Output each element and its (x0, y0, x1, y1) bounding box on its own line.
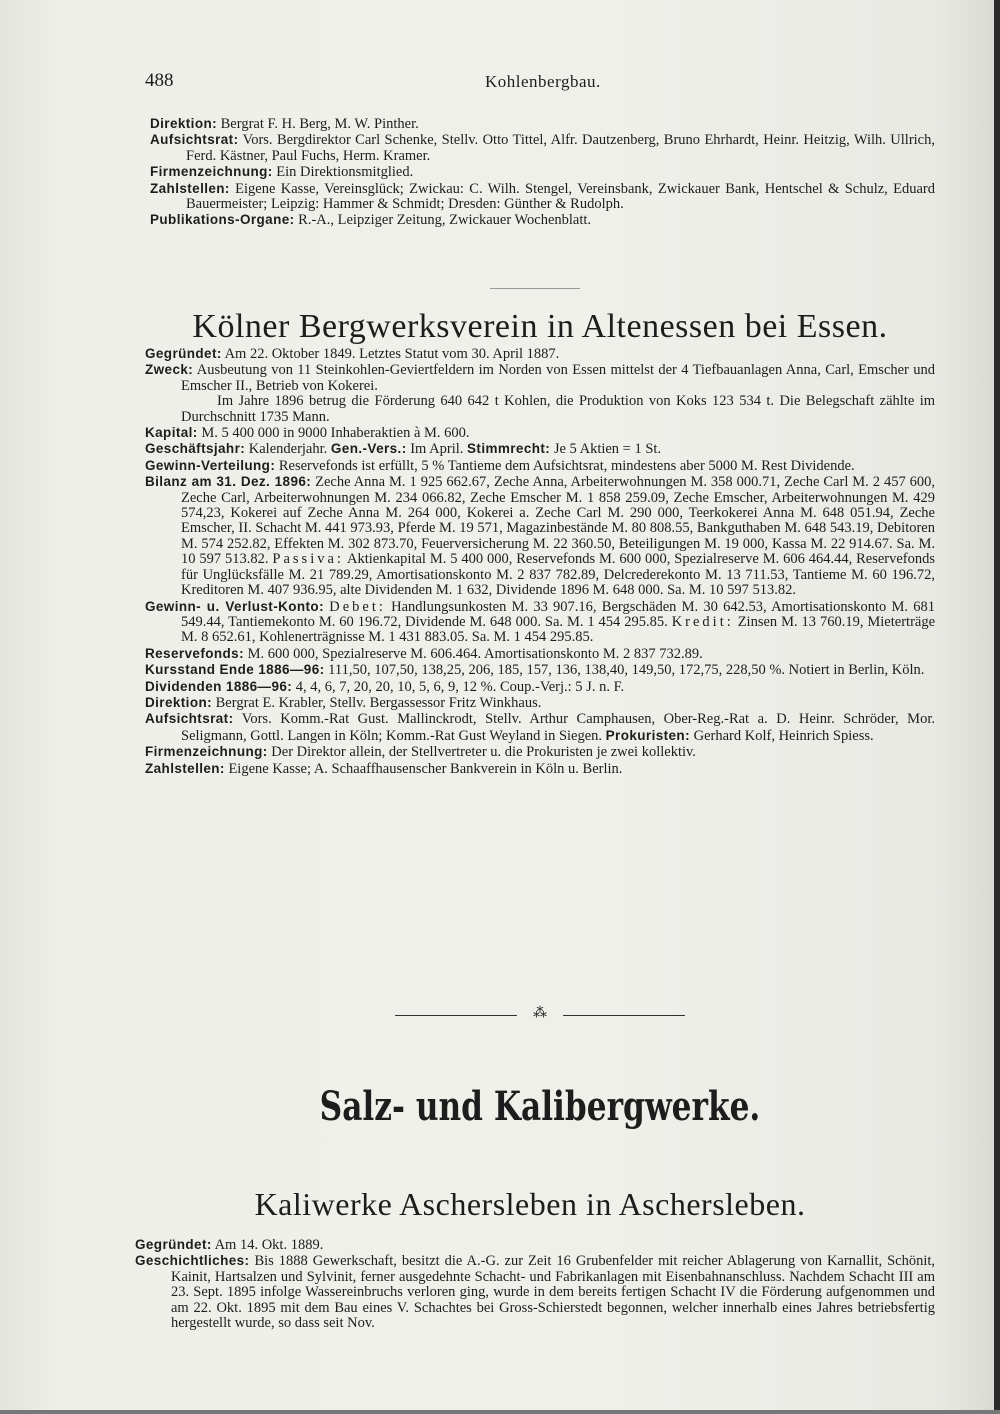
field-text: 111,50, 107,50, 138,25, 206, 185, 157, 136, 138,40, 149,50, 172,75, 228,50 %. Notiert in Berlin, Köln. (328, 662, 925, 679)
company-title: Kaliwerke Aschersleben in Aschersleben. (254, 1186, 806, 1222)
ornament-line-left (395, 1015, 517, 1016)
entry1-firmenzeichnung (150, 164, 935, 180)
field-label: Geschäftsjahr: (145, 441, 246, 457)
field-label: Direktion: (145, 694, 213, 710)
field-label: Zahlstellen: (150, 180, 230, 196)
entry-continued (150, 116, 935, 229)
field-label: Prokuristen: (605, 727, 690, 743)
field-label: Kapital: (145, 425, 198, 441)
field-text: Vors. Komm.-Rat Gust. Mallinckrodt, Stellv. Arthur Camphausen, Ober-Reg.-Rat a. D. Heinr. Schröder, Mor. Seligmann, Gottl. Langen in Köln; Komm.-Rat Gust Weyland in Siegen. (181, 711, 935, 744)
entry2-dividenden (145, 679, 935, 695)
field-text: Reservefonds ist erfüllt, 5 % Tantieme dem Aufsichtsrat, mindestens aber 5000 M. Rest Dividende. (278, 457, 855, 474)
field-label: Debet: (329, 598, 386, 615)
field-text: Im April. (410, 441, 464, 458)
field-text: M. 5 400 000 in 9000 Inhaberaktien à M. 600. (201, 425, 470, 442)
field-label: Bilanz am 31. Dez. 1896: (145, 474, 312, 490)
field-text: Ausbeutung von 11 Steinkohlen-Geviertfeldern im Norden von Essen mittelst der 4 Tiefbauanlagen Anna, Carl, Emscher und Emscher II., Betrieb von Kokerei. (181, 362, 936, 394)
ornament-line-right (563, 1015, 685, 1016)
field-label: Passiva: (272, 551, 344, 568)
field-text: Eigene Kasse, Vereinsglück; Zwickau: C. Wilh. Stengel, Vereinsbank, Zwickauer Bank, Hentschel & Schulz, Eduard Bauermeister; Leipzig: Hammer & Schmidt; Dresden: Günther & Rudolph. (186, 180, 936, 213)
field-text: 4, 4, 6, 7, 20, 20, 10, 5, 6, 9, 12 %. Coup.-Verj.: 5 J. n. F. (295, 678, 625, 695)
field-label: Firmenzeichnung: (145, 744, 268, 760)
entry2-kursstand (145, 662, 935, 678)
entry2-aufsichtsrat (145, 711, 935, 744)
entry-koelner-bergwerksverein (145, 346, 935, 777)
entry2-zweck (145, 362, 935, 394)
separator-rule (490, 288, 580, 289)
field-label: Aufsichtsrat: (145, 711, 234, 727)
entry2-gewinn-verlust-konto (145, 599, 935, 646)
entry2-gewinn-verteilung (145, 458, 935, 474)
field-label: Gewinn-Verteilung: (145, 457, 276, 473)
field-text: Bis 1888 Gewerkschaft, besitzt die A.-G. zur Zeit 16 Grubenfelder mit reicher Ablagerung von Karnallit, Schönit, Kainit, Hartsalzen und Sylvinit, ferner ausgedehnte Schacht- und Fabrikanlagen mit Eisenbahnanschluss. Nachdem Schacht III am 23. Sept. 1895 infolge Wassereinbruchs verloren ging, wurde in dem bereits fertigen Schacht IV die Förderung aufgenommen und am 22. Okt. 1895 mit dem Bau eines V. Schachtes bei Gross-Schierstedt begonnen, welcher innerhalb eines Jahres betriebsfertig hergestellt wurde, so dass seit Nov. (171, 1253, 936, 1332)
field-text: Kalenderjahr. (248, 441, 328, 458)
entry2-foerderung: Im Jahre 1896 betrug die Förderung 640 642 t Kohlen, die Produktion von Koks 123 534 t. Die Belegschaft zählte im Durchschnitt 1735 Mann. (181, 393, 935, 425)
field-text: Am 22. Oktober 1849. Letztes Statut vom 30. April 1887. (224, 346, 560, 362)
entry3-gegruendet (135, 1237, 935, 1253)
company-title: Kölner Bergwerksverein in Altenessen bei Essen. (192, 308, 888, 345)
field-label: Dividenden 1886—96: (145, 678, 293, 694)
scan-edge-bottom (0, 1410, 1000, 1414)
field-label: Publikations-Organe: (150, 212, 295, 228)
field-label: Gen.-Vers.: (330, 441, 407, 457)
entry2-firmenzeichnung (145, 744, 935, 760)
field-text: R.-A., Leipziger Zeitung, Zwickauer Wochenblatt. (298, 212, 592, 229)
field-label: Kredit: (671, 613, 734, 630)
page-number: 488 (145, 70, 174, 91)
field-text: Gerhard Kolf, Heinrich Spiess. (693, 727, 874, 744)
field-label: Geschichtliches: (135, 1253, 250, 1269)
field-text: M. 600 000, Spezialreserve M. 606.464. Amortisationskonto M. 2 837 732.89. (247, 645, 703, 662)
entry2-gegruendet (145, 346, 935, 362)
entry-kaliwerke-aschersleben (135, 1237, 935, 1331)
field-text: Bergrat F. H. Berg, M. W. Pinther. (220, 116, 419, 132)
field-text: Ein Direktionsmitglied. (276, 164, 414, 181)
field-label: Gegründet: (135, 1237, 212, 1252)
field-label: Aufsichtsrat: (150, 132, 239, 148)
field-text: Aktienkapital M. 5 400 000, Reservefonds M. 600 000, Spezialreserve M. 606 464.44, Reservefonds für Unglücksfälle M. 21 789.29, Amortisationskonto M. 2 837 782.89, Delcrederekonto M. 13 711.53, Tantieme M. 60 196.72, Kreditoren M. 407 936.95, alte Dividenden M. 1 632, Dividende 1896 M. 648 000. Sa. M. 10 597 513.82. (181, 551, 936, 599)
field-text: Zinsen M. 13 760.19, Mieterträge M. 8 652.61, Kohlenerträgnisse M. 1 431 883.05. Sa. M. 1 454 295.85. (181, 613, 936, 646)
entry2-direktion (145, 695, 935, 711)
entry1-direktion (150, 116, 935, 132)
entry3-geschichtliches (135, 1253, 935, 1331)
running-title: Kohlenbergbau. (485, 72, 601, 91)
field-label: Zweck: (145, 362, 194, 378)
entry2-bilanz (145, 474, 935, 598)
field-label: Kursstand Ende 1886—96: (145, 662, 325, 678)
field-label: Direktion: (150, 116, 218, 131)
field-text: Eigene Kasse; A. Schaaffhausenscher Bankverein in Köln u. Berlin. (228, 760, 623, 777)
entry1-aufsichtsrat (150, 132, 935, 164)
entry2-geschaeftsjahr (145, 441, 935, 457)
field-text: Am 14. Okt. 1889. (214, 1237, 324, 1253)
field-label: Gegründet: (145, 346, 222, 361)
entry1-publikations-organe (150, 212, 935, 228)
field-text: Der Direktor allein, der Stellvertreter u. die Prokuristen je zwei kollektiv. (271, 744, 696, 761)
field-text: Je 5 Aktien = 1 St. (553, 441, 662, 458)
running-head (145, 70, 935, 94)
field-label: Zahlstellen: (145, 760, 225, 776)
field-label: Firmenzeichnung: (150, 164, 273, 180)
field-text: Zeche Anna M. 1 925 662.67, Zeche Anna, Arbeiterwohnungen M. 358 000.71, Zeche Carl M. 2 457 600, Zeche Carl, Arbeiterwohnungen M. 234 066.82, Zeche Emscher M. 1 858 259.09, Zeche Emscher, Arbeiterwohnungen M. 429 574,23, Kokerei auf Zeche Anna M. 264 000, Kokerei a. Zeche Carl M. 290 000, Teerkokerei Anna M. 648 051.94, Zeche Emscher, II. Schacht M. 441 973.93, Pferde M. 19 571, Magazinbestände M. 80 808.55, Bankguthaben M. 648 543.19, Debitoren M. 574 252.82, Effekten M. 302 873.70, Feuerversicherung M. 22 360.50, Beteiligungen M. 19 000, Kassa M. 22 914.67. Sa. M. 10 597 513.82. (181, 474, 936, 568)
section-ornament (395, 1008, 685, 1022)
section-title: Salz- und Kalibergwerke. (319, 1083, 761, 1130)
field-label: Stimmrecht: (467, 441, 551, 457)
entry2-reservefonds (145, 646, 935, 662)
entry1-zahlstellen (150, 181, 935, 213)
field-text: Vors. Bergdirektor Carl Schenke, Stellv. Otto Tittel, Alfr. Dautzenberg, Bruno Ehrhardt, Heinr. Heitzig, Wilh. Ullrich, Ferd. Kästner, Paul Fuchs, Herm. Kramer. (186, 132, 935, 164)
scan-edge-right (994, 0, 1000, 1414)
field-label: Reservefonds: (145, 645, 244, 661)
field-text: Bergrat E. Krabler, Stellv. Bergassessor Fritz Winkhaus. (215, 694, 542, 711)
entry2-zahlstellen (145, 761, 935, 777)
ornament-glyph: ⁂ (533, 1006, 547, 1021)
field-text: Handlungsunkosten M. 33 907.16, Bergschäden M. 30 642.53, Amortisationskonto M. 681 549.44, Tantiemekonto M. 60 196.72, Dividende M. 648 000. Sa. M. 1 454 295.85. (181, 598, 936, 630)
entry2-kapital (145, 425, 935, 441)
field-label: Gewinn- u. Verlust-Konto: (145, 598, 324, 614)
